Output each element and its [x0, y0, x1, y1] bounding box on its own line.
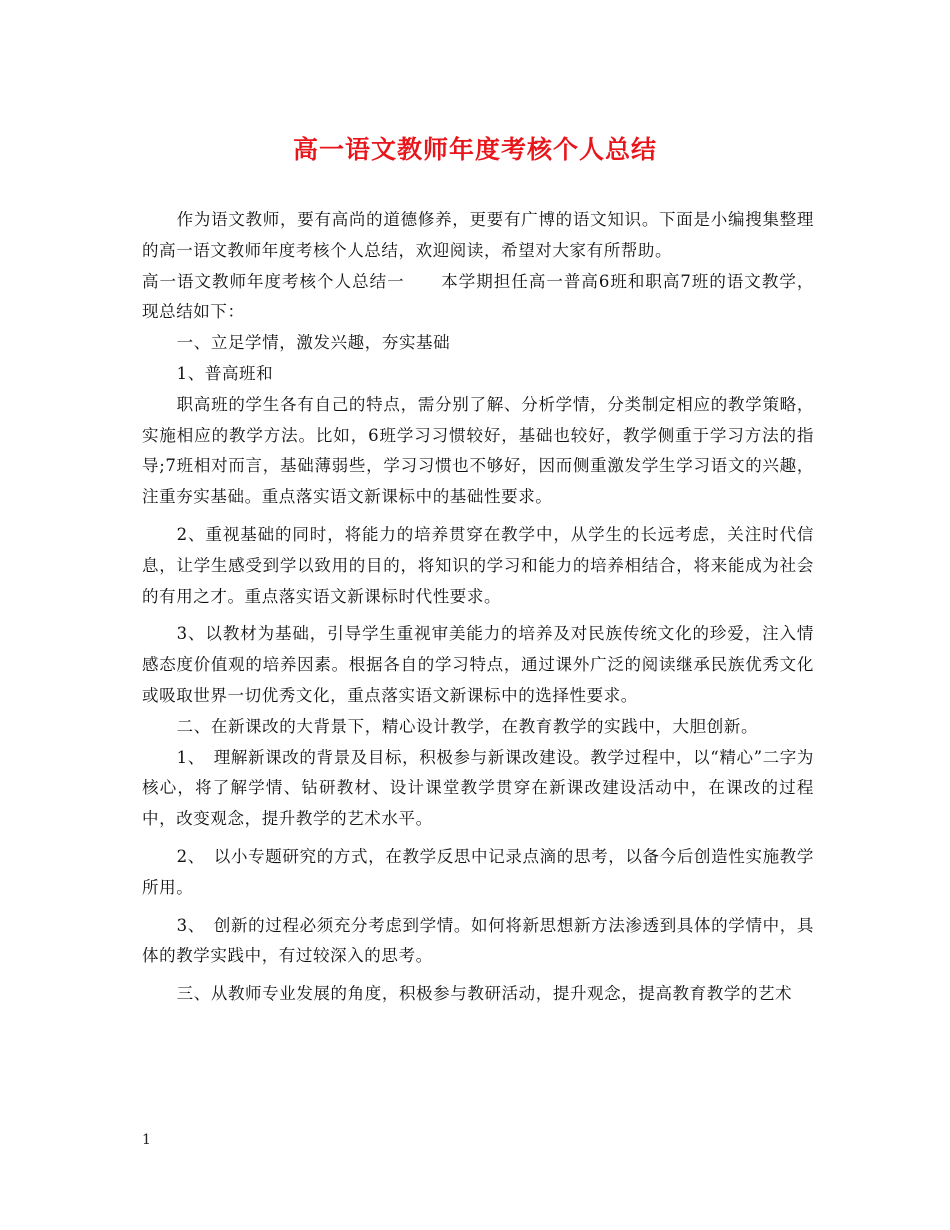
- part-two-item-2: 2、 以小专题研究的方式，在教学反思中记录点滴的思考，以备今后创造性实施教学所用。: [142, 846, 814, 897]
- document-body: [142, 205, 814, 1010]
- section-intro: 本学期担任高一普高6班和职高7班的语文教学，现总结如下：: [142, 271, 815, 322]
- part-two-item-1: 1、 理解新课改的背景及目标，积极参与新课改建设。教学过程中，以“精心”二字为核心，将了解学情、钻研教材、设计课堂教学贯穿在新课改建设活动中，在课改的过程中，改变观念，提升教学的艺术水平。: [142, 747, 814, 829]
- heading-part-one: 一、立足学情，激发兴趣，夯实基础: [176, 333, 451, 353]
- part-two-item-3: 3、 创新的过程必须充分考虑到学情。如何将新思想新方法渗透到具体的学情中，具体的教学实践中，有过较深入的思考。: [142, 915, 814, 966]
- section-heading: 高一语文教师年度考核个人总结一: [142, 271, 405, 291]
- item-3-paragraph: 3、以教材为基础，引导学生重视审美能力的培养及对民族传统文化的珍爱，注入情感态度价值观的培养因素。根据各自的学习特点，通过课外广泛的阅读继承民族优秀文化或吸取世界一切优秀文化，重点落实语文新课标中的选择性要求。: [142, 624, 814, 705]
- item-1-paragraph: 职高班的学生各有自己的特点，需分别了解、分析学情，分类制定相应的教学策略，实施相应的教学方法。比如，6班学习习惯较好，基础也较好，教学侧重于学习方法的指导;7班相对而言，基础薄弱些，学习习惯也不够好，因而侧重激发学生学习语文的兴趣，注重夯实基础。重点落实语文新课标中的基础性要求。: [142, 394, 814, 507]
- intro-paragraph: 作为语文教师，要有高尚的道德修养，更要有广博的语文知识。下面是小编搜集整理的高一语文教师年度考核个人总结，欢迎阅读，希望对大家有所帮助。: [142, 210, 814, 260]
- section-heading-line: [142, 267, 814, 329]
- item-2-paragraph: 2、重视基础的同时，将能力的培养贯穿在教学中，从学生的长远考虑，关注时代信息，让学生感受到学以致用的目的，将知识的学习和能力的培养相结合，将来能成为社会的有用之才。重点落实语文新课标时代性要求。: [142, 524, 814, 606]
- page-number: 1: [142, 1132, 151, 1148]
- heading-part-two: 二、在新课改的大背景下，精心设计教学，在教育教学的实践中，大胆创新。: [176, 716, 759, 736]
- heading-part-three: 三、从教师专业发展的角度，积极参与教研活动，提升观念，提高教育教学的艺术: [176, 984, 793, 1004]
- document-title: 高一语文教师年度考核个人总结: [292, 135, 657, 164]
- item-1-label: 1、普高班和: [176, 363, 274, 383]
